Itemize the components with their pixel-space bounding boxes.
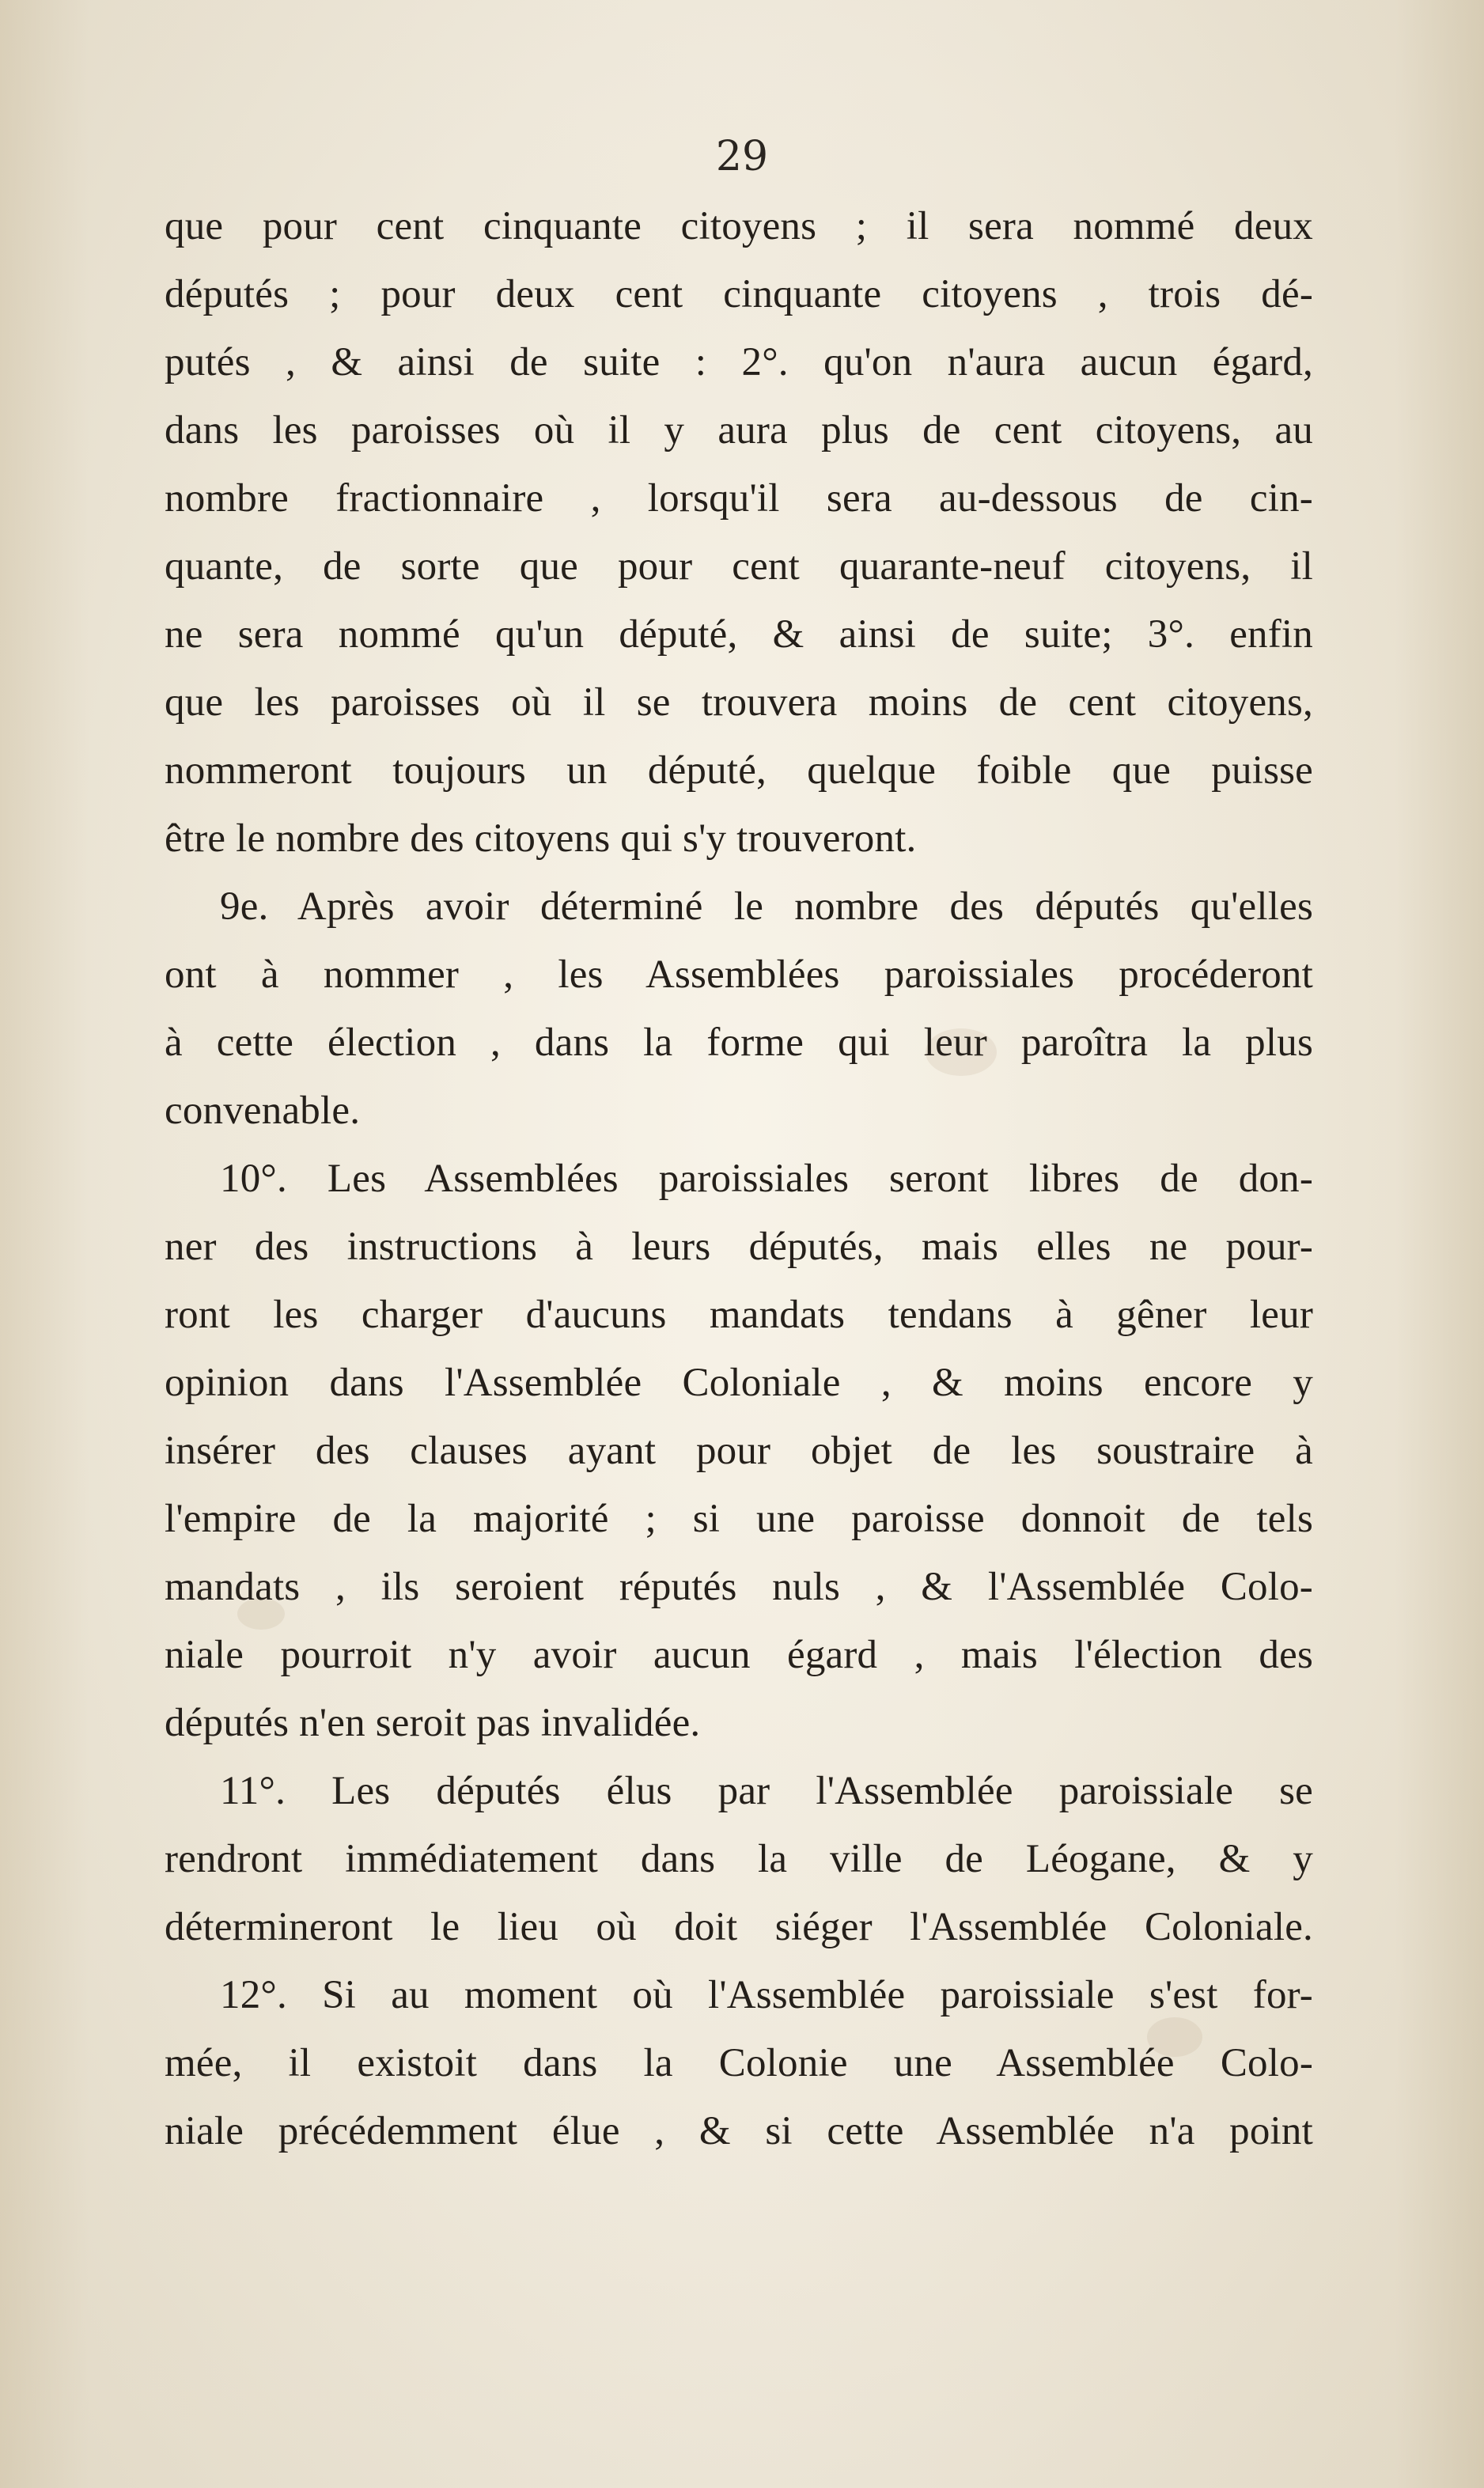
text-line: mandats , ils seroient réputés nuls , & l'Assemblée Colo-	[165, 1565, 1313, 1609]
text-line: ont à nommer , les Assemblées paroissiales procéderont	[165, 952, 1313, 997]
text-line: 10°. Les Assemblées paroissiales seront libres de don-	[220, 1157, 1313, 1201]
text-line: 9e. Après avoir déterminé le nombre des députés qu'elles	[220, 884, 1313, 929]
body-text	[165, 192, 1313, 2165]
text-line: dans les paroisses où il y aura plus de cent citoyens, au	[165, 408, 1313, 453]
page-number: 29	[715, 133, 769, 180]
text-line: 12°. Si au moment où l'Assemblée paroissiale s'est for-	[220, 1973, 1313, 2017]
text-line: ner des instructions à leurs députés, mais elles ne pour-	[165, 1225, 1313, 1269]
text-line: mée, il existoit dans la Colonie une Assemblée Colo-	[165, 2041, 1313, 2085]
text-line: insérer des clauses ayant pour objet de les soustraire à	[165, 1429, 1313, 1473]
text-line: nommeront toujours un député, quelque foible que puisse	[165, 748, 1313, 793]
text-line: que les paroisses où il se trouvera moins de cent citoyens,	[165, 680, 1313, 725]
text-line: quante, de sorte que pour cent quarante-neuf citoyens, il	[165, 544, 1313, 589]
text-line: détermineront le lieu où doit siéger l'Assemblée Coloniale.	[165, 1905, 1313, 1949]
text-line: rendront immédiatement dans la ville de Léogane, & y	[165, 1837, 1313, 1881]
text-line: à cette élection , dans la forme qui leur paroîtra la plus	[165, 1021, 1313, 1065]
text-line: putés , & ainsi de suite : 2°. qu'on n'aura aucun égard,	[165, 340, 1313, 384]
text-line: niale pourroit n'y avoir aucun égard , mais l'élection des	[165, 1633, 1313, 1677]
text-line: opinion dans l'Assemblée Coloniale , & moins encore y	[165, 1361, 1313, 1405]
text-line: 11°. Les députés élus par l'Assemblée paroissiale se	[220, 1769, 1313, 1813]
text-line: députés n'en seroit pas invalidée.	[165, 1701, 701, 1745]
text-line: que pour cent cinquante citoyens ; il sera nommé deux	[165, 204, 1313, 248]
text-line: être le nombre des citoyens qui s'y trouveront.	[165, 816, 917, 861]
text-line: nombre fractionnaire , lorsqu'il sera au-dessous de cin-	[165, 476, 1313, 521]
text-line: niale précédemment élue , & si cette Assemblée n'a point	[165, 2109, 1313, 2153]
text-line: ront les charger d'aucuns mandats tendans à gêner leur	[165, 1293, 1313, 1337]
text-line: convenable.	[165, 1089, 361, 1133]
text-line: l'empire de la majorité ; si une paroisse donnoit de tels	[165, 1497, 1313, 1541]
text-line: députés ; pour deux cent cinquante citoyens , trois dé-	[165, 272, 1313, 316]
text-line: ne sera nommé qu'un député, & ainsi de suite; 3°. enfin	[165, 612, 1313, 657]
